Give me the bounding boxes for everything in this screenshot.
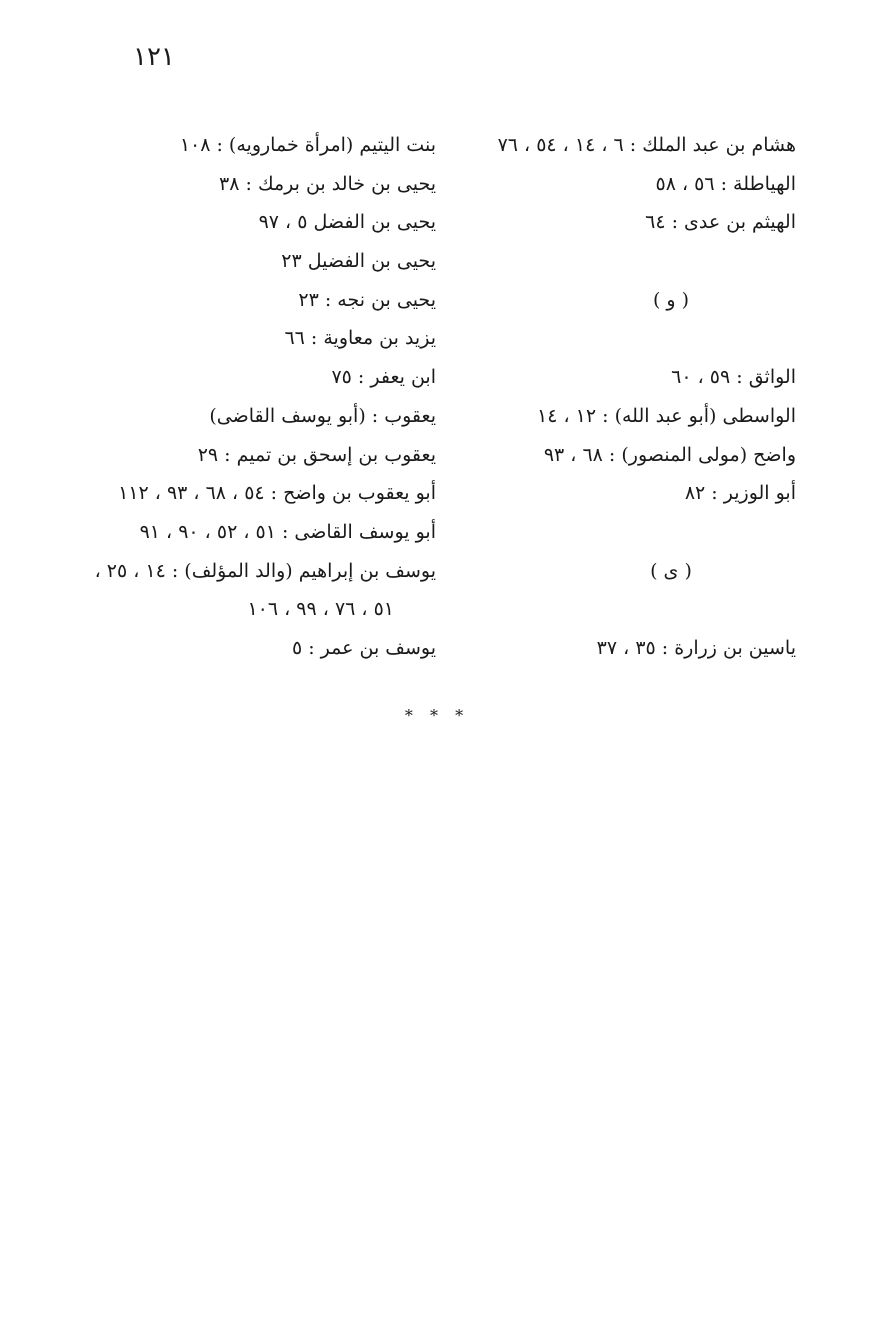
index-entry: يحيى بن خالد بن برمك : ٣٨ bbox=[219, 172, 436, 195]
index-entry: يعقوب : (أبو يوسف القاضى) bbox=[209, 404, 436, 427]
index-entry: يحيى بن الفضيل ٢٣ bbox=[281, 250, 436, 273]
index-entry: أبو يوسف القاضى : ٥١ ، ٥٢ ، ٩٠ ، ٩١ bbox=[139, 520, 436, 543]
index-entry: ابن يعفر : ٧٥ bbox=[331, 366, 436, 389]
blank-line bbox=[456, 513, 796, 552]
index-entry: يوسف بن إبراهيم (والد المؤلف) : ١٤ ، ٢٥ ، bbox=[94, 559, 436, 582]
index-entry: الهيثم بن عدى : ٦٤ bbox=[645, 211, 796, 234]
page-number: ١٢١ bbox=[133, 42, 175, 72]
index-entry: الواثق : ٥٩ ، ٦٠ bbox=[671, 366, 796, 389]
index-entry: ياسين بن زرارة : ٣٥ ، ٣٧ bbox=[596, 636, 796, 659]
index-column-right bbox=[456, 126, 796, 668]
index-entry: واضح (مولى المنصور) : ٦٨ ، ٩٣ bbox=[543, 443, 796, 466]
index-entry-continuation: ٥١ ، ٧٦ ، ٩٩ ، ١٠٦ bbox=[247, 598, 394, 621]
index-entry: يعقوب بن إسحق بن تميم : ٢٩ bbox=[197, 443, 436, 466]
letter-heading: ( ى ) bbox=[650, 559, 692, 582]
index-entry: الواسطى (أبو عبد الله) : ١٢ ، ١٤ bbox=[537, 404, 796, 427]
blank-line bbox=[456, 590, 796, 629]
index-entry: بنت اليتيم (امرأة خمارويه) : ١٠٨ bbox=[179, 134, 436, 156]
letter-heading: ( و ) bbox=[652, 288, 690, 311]
index-entry: هشام بن عبد الملك : ٦ ، ١٤ ، ٥٤ ، ٧٦ bbox=[497, 134, 796, 156]
index-entry: يحيى بن الفضل ٥ ، ٩٧ bbox=[258, 211, 436, 234]
blank-line bbox=[456, 319, 796, 358]
index-entry: يزيد بن معاوية : ٦٦ bbox=[284, 327, 436, 350]
index-entry: أبو الوزير : ٨٢ bbox=[684, 482, 796, 505]
index-entry: يوسف بن عمر : ٥ bbox=[291, 636, 436, 659]
index-entry: أبو يعقوب بن واضح : ٥٤ ، ٦٨ ، ٩٣ ، ١١٢ bbox=[118, 482, 436, 505]
index-entry: يحيى بن نجه : ٢٣ bbox=[298, 288, 436, 311]
index-column-left bbox=[66, 126, 436, 668]
end-ornament: * * * bbox=[404, 706, 470, 725]
index-entry: الهياطلة : ٥٦ ، ٥٨ bbox=[655, 172, 796, 195]
blank-line bbox=[456, 242, 796, 281]
